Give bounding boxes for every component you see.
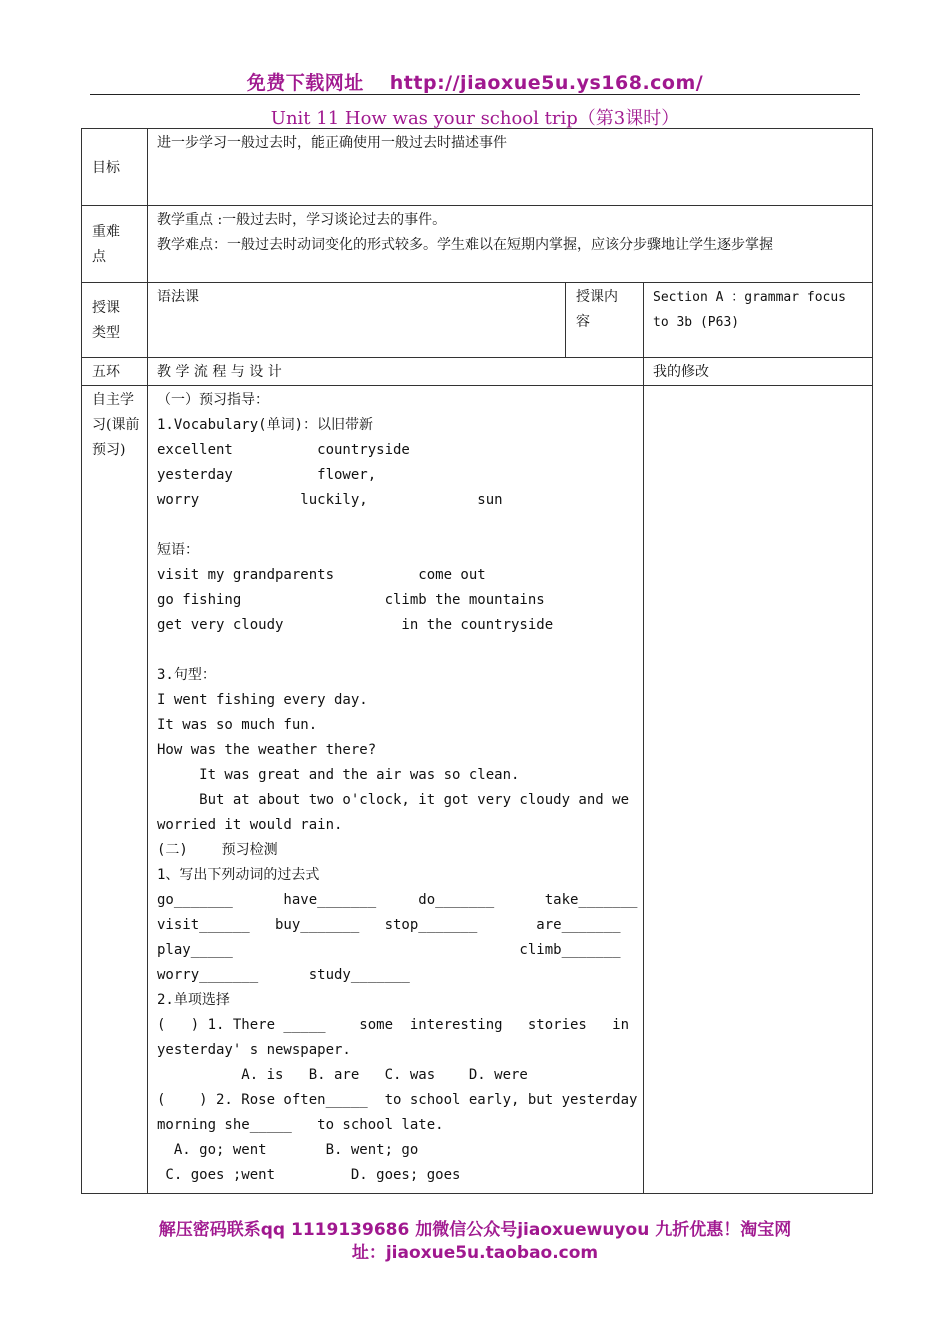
self-study-line: worried it would rain. bbox=[157, 817, 343, 833]
key-point-text: 教学重点 :一般过去时，学习谈论过去的事件。 bbox=[157, 212, 447, 228]
download-label: 免费下载网址 bbox=[246, 72, 364, 94]
footer-contact bbox=[95, 1219, 855, 1265]
flow-header-col2: 教 学 流 程 与 设 计 bbox=[148, 358, 644, 386]
self-study-line: ( ) 1. There _____ some interesting stories in bbox=[157, 1017, 630, 1033]
self-study-line: 3.句型： bbox=[157, 667, 216, 683]
course-content-value: Section A ：grammar focus to 3b (P63) bbox=[644, 283, 873, 358]
self-study-line: It was great and the air was so clean. bbox=[157, 767, 520, 783]
self-study-line: visit my grandparents come out bbox=[157, 567, 486, 583]
self-study-row bbox=[82, 386, 873, 1194]
self-study-line: go_______ have_______ do_______ take_______ bbox=[157, 892, 638, 908]
course-content-label: 授课内容 bbox=[566, 283, 644, 358]
self-study-line: play_____ climb_______ bbox=[157, 942, 621, 958]
course-type-label: 授课类型 bbox=[82, 283, 148, 358]
header-divider bbox=[90, 94, 860, 95]
self-study-line: excellent countryside bbox=[157, 442, 410, 458]
page-title: Unit 11 How was your school trip（第3课时） bbox=[270, 108, 680, 129]
self-study-line: It was so much fun. bbox=[157, 717, 318, 733]
flow-header-col3: 我的修改 bbox=[644, 358, 873, 386]
flow-header-col1: 五环 bbox=[82, 358, 148, 386]
self-study-line: 1.Vocabulary(单词)：以旧带新 bbox=[157, 417, 374, 433]
self-study-line: yesterday' s newspaper. bbox=[157, 1042, 351, 1058]
self-study-line: visit______ buy_______ stop_______ are_______ bbox=[157, 917, 621, 933]
self-study-line bbox=[157, 513, 635, 538]
self-study-line: How was the weather there? bbox=[157, 742, 377, 758]
self-study-label: 自主学习(课前预习) bbox=[82, 386, 148, 1194]
self-study-content bbox=[148, 386, 644, 1194]
my-revision-cell[interactable] bbox=[644, 386, 873, 1194]
download-header bbox=[0, 68, 950, 95]
course-type-row bbox=[82, 283, 873, 358]
self-study-line: A. is B. are C. was D. were bbox=[157, 1067, 528, 1083]
goal-label: 目标 bbox=[82, 129, 148, 206]
footer-line-1: 解压密码联系qq 1119139686 加微信公众号jiaoxuewuyou 九折优惠！淘宝网 bbox=[158, 1220, 792, 1240]
difficult-point-text: 教学难点：一般过去时动词变化的形式较多。学生难以在短期内掌握，应该分步骤地让学生逐步掌握 bbox=[157, 237, 773, 253]
self-study-line: worry luckily, sun bbox=[157, 492, 503, 508]
download-url-link[interactable]: http://jiaoxue5u.ys168.com/ bbox=[389, 72, 704, 94]
self-study-line: （一）预习指导： bbox=[157, 392, 269, 408]
self-study-line: 2.单项选择 bbox=[157, 992, 230, 1008]
goal-content: 进一步学习一般过去时，能正确使用一般过去时描述事件 bbox=[148, 129, 873, 206]
difficulty-label: 重难点 bbox=[82, 206, 148, 283]
footer-line-2[interactable]: 址：jiaoxue5u.taobao.com bbox=[351, 1243, 599, 1263]
self-study-line: morning she_____ to school late. bbox=[157, 1117, 444, 1133]
course-type-value: 语法课 bbox=[148, 283, 566, 358]
goal-row bbox=[82, 129, 873, 206]
difficulty-row bbox=[82, 206, 873, 283]
self-study-line bbox=[157, 638, 635, 663]
self-study-line: yesterday flower, bbox=[157, 467, 377, 483]
self-study-line: But at about two o'clock, it got very cloudy and we bbox=[157, 792, 630, 808]
self-study-line: go fishing climb the mountains bbox=[157, 592, 545, 608]
self-study-line: get very cloudy in the countryside bbox=[157, 617, 554, 633]
flow-header-row bbox=[82, 358, 873, 386]
self-study-line: ( ) 2. Rose often_____ to school early, but yesterday bbox=[157, 1092, 638, 1108]
self-study-line: C. goes ;went D. goes; goes bbox=[157, 1167, 461, 1183]
self-study-line: A. go; went B. went; go bbox=[157, 1142, 419, 1158]
self-study-line: 1、写出下列动词的过去式 bbox=[157, 867, 320, 883]
difficulty-content bbox=[148, 206, 873, 283]
self-study-line: (二) 预习检测 bbox=[157, 842, 278, 858]
self-study-line: worry_______ study_______ bbox=[157, 967, 410, 983]
lesson-plan-table bbox=[81, 128, 873, 1194]
self-study-line: 短语： bbox=[157, 542, 199, 558]
self-study-line: I went fishing every day. bbox=[157, 692, 368, 708]
